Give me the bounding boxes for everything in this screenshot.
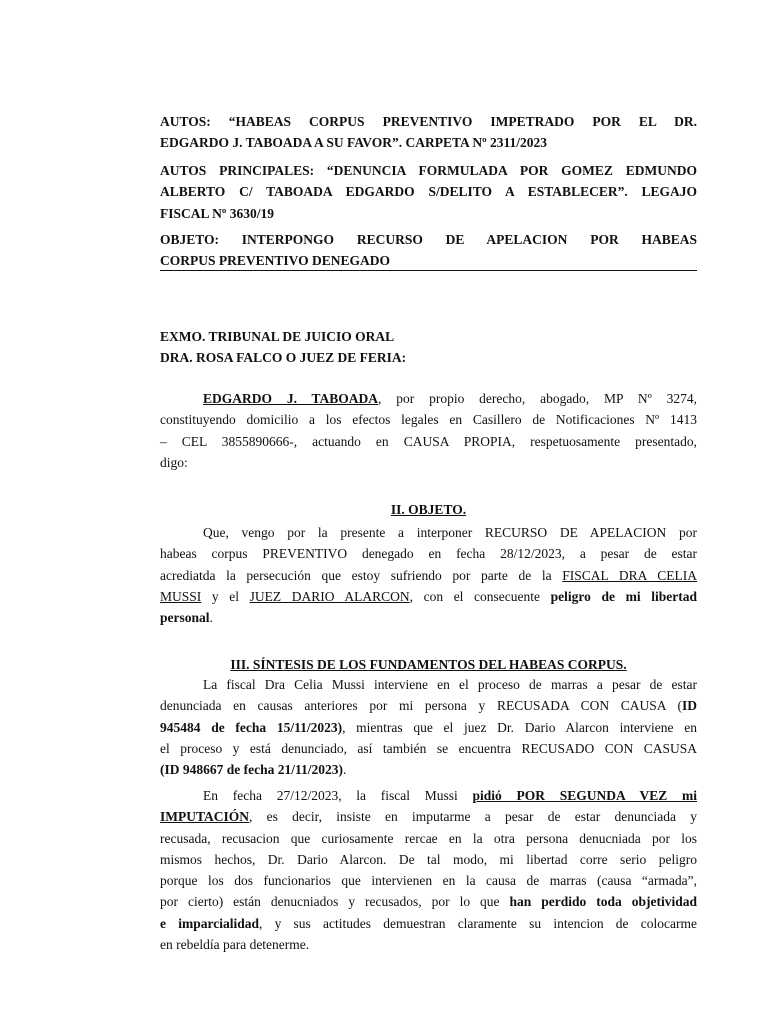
- recusation-id-2: (ID 948667 de fecha 21/11/2023): [160, 762, 343, 778]
- section-3-p1-line-2: [160, 695, 697, 716]
- section-3-p2-line-1-text: En fecha 27/12/2023, la fiscal Mussi: [203, 788, 473, 803]
- recusation-id-1-start: ID: [681, 698, 697, 714]
- section-3-p2-line-8: en rebeldía para detenerme.: [160, 937, 310, 953]
- section-2-line-3: [160, 565, 697, 586]
- autos-line-2: EDGARDO J. TABOADA A SU FAVOR”. CARPETA Nº 2311/2023: [160, 135, 547, 151]
- liberty-danger-phrase: peligro de mi libertad: [550, 588, 697, 604]
- addressee-line-1: EXMO. TRIBUNAL DE JUICIO ORAL: [160, 329, 395, 344]
- section-3-p1-line-3-text: , mientras que el juez Dr. Dario Alarcon interviene en: [342, 719, 697, 735]
- intro-text-1: , por propio derecho, abogado, MP Nº 3274,: [378, 391, 697, 406]
- section-2-line-5: [160, 607, 697, 628]
- autos-principales-line-1: AUTOS PRINCIPALES: “DENUNCIA FORMULADA POR GOMEZ EDMUNDO: [160, 163, 697, 178]
- section-3-p1-line-4: el proceso y está denunciado, así también se encuentra RECUSADO CON CASUSA: [160, 740, 697, 756]
- judge-name: JUEZ DARIO ALARCON: [249, 588, 410, 604]
- section-2-line-4-and: y el: [201, 588, 250, 604]
- section-2-line-3-text: acrediatda la persecución que estoy sufriendo por parte de la: [160, 567, 563, 583]
- section-3-title: III. SÍNTESIS DE LOS FUNDAMENTOS DEL HABEAS CORPUS.: [230, 657, 627, 672]
- section-2-period: .: [209, 610, 213, 626]
- autos-principales-line-3: FISCAL Nº 3630/19: [160, 205, 274, 221]
- section-3-p2-line-1: [160, 785, 697, 806]
- liberty-danger-phrase-end: personal: [160, 610, 210, 626]
- intro-paragraph: [160, 388, 697, 473]
- objeto-line-1: OBJETO: INTERPONGO RECURSO DE APELACION POR HABEAS: [160, 232, 697, 247]
- section-3-p1-period: .: [343, 762, 347, 778]
- section-3-p2-line-7: [160, 913, 697, 934]
- addressee-line-2: DRA. ROSA FALCO O JUEZ DE FERIA:: [160, 350, 407, 366]
- section-2-line-4-text: , con el consecuente: [409, 588, 551, 604]
- section-2-title: II. OBJETO.: [390, 502, 467, 517]
- autos-principales-line-2: ALBERTO C/ TABOADA EDGARDO S/DELITO A ESTABLECER”. LEGAJO: [160, 184, 697, 200]
- lost-objectivity-phrase: han perdido toda objetividad: [509, 894, 697, 910]
- section-3-paragraph-1: [160, 674, 697, 780]
- section-3-p2-line-6-text: por cierto) están denucniados y recusados, por lo que: [160, 894, 510, 910]
- objeto-heading: [160, 229, 697, 272]
- autos-line-1: AUTOS: “HABEAS CORPUS PREVENTIVO IMPETRADO POR EL DR.: [160, 114, 697, 129]
- section-3-p1-line-3: [160, 717, 697, 738]
- recusation-id-1: 945484 de fecha 15/11/2023): [160, 719, 343, 735]
- addressee: [160, 326, 697, 369]
- section-2-line-2: habeas corpus PREVENTIVO denegado en fecha 28/12/2023, a pesar de estar: [160, 546, 697, 562]
- section-3-paragraph-2: [160, 785, 697, 955]
- intro-line-1: [160, 388, 697, 409]
- section-3-p1-line-2-text: denunciada en causas anteriores por mi persona y RECUSADA CON CAUSA (: [160, 698, 682, 714]
- section-3-p2-line-2: [160, 806, 697, 827]
- autos-heading: [160, 111, 697, 154]
- section-3-p2-line-7-text: , y sus actitudes demuestran claramente su intencion de colocarme: [258, 915, 697, 931]
- section-3-p2-line-3: recusada, recusacion que curiosamente rercae en la otra persona denucniada por los: [160, 830, 697, 846]
- section-3-p2-line-6: [160, 891, 697, 912]
- section-3-p2-line-4: mismos hechos, Dr. Dario Alarcon. De tal modo, mi libertad corre serio peligro: [160, 851, 697, 867]
- imputation-word: IMPUTACIÓN: [160, 809, 249, 825]
- fiscal-surname: MUSSI: [160, 588, 202, 604]
- section-2-line-1: Que, vengo por la presente a interponer RECURSO DE APELACION por: [203, 525, 697, 540]
- intro-line-4: digo:: [160, 454, 188, 470]
- section-3-p1-line-5: [160, 759, 697, 780]
- section-3-p2-line-2-text: , es decir, insiste en imputarme a pesar de estar denunciada y: [249, 809, 697, 825]
- author-name: EDGARDO J. TABOADA: [203, 391, 379, 406]
- section-2-line-4: [160, 586, 697, 607]
- header-divider: [160, 270, 697, 271]
- section-2-paragraph: [160, 522, 697, 628]
- second-imputation-request: pidió POR SEGUNDA VEZ mi: [472, 788, 697, 803]
- intro-line-3: – CEL 3855890666-, actuando en CAUSA PROPIA, respetuosamente presentado,: [160, 433, 697, 449]
- fiscal-name: FISCAL DRA CELIA: [562, 567, 697, 583]
- intro-line-2: constituyendo domicilio a los efectos legales en Casillero de Notificaciones Nº 1413: [160, 412, 697, 428]
- section-3-p2-line-5: porque los dos funcionarios que intervienen en la causa de marras (causa “armada”,: [160, 873, 697, 889]
- objeto-line-2: CORPUS PREVENTIVO DENEGADO: [160, 253, 391, 269]
- impartiality-phrase: e imparcialidad: [160, 915, 259, 931]
- autos-principales-heading: [160, 160, 697, 224]
- section-3-p1-line-1: La fiscal Dra Celia Mussi interviene en el proceso de marras a pesar de estar: [203, 677, 697, 692]
